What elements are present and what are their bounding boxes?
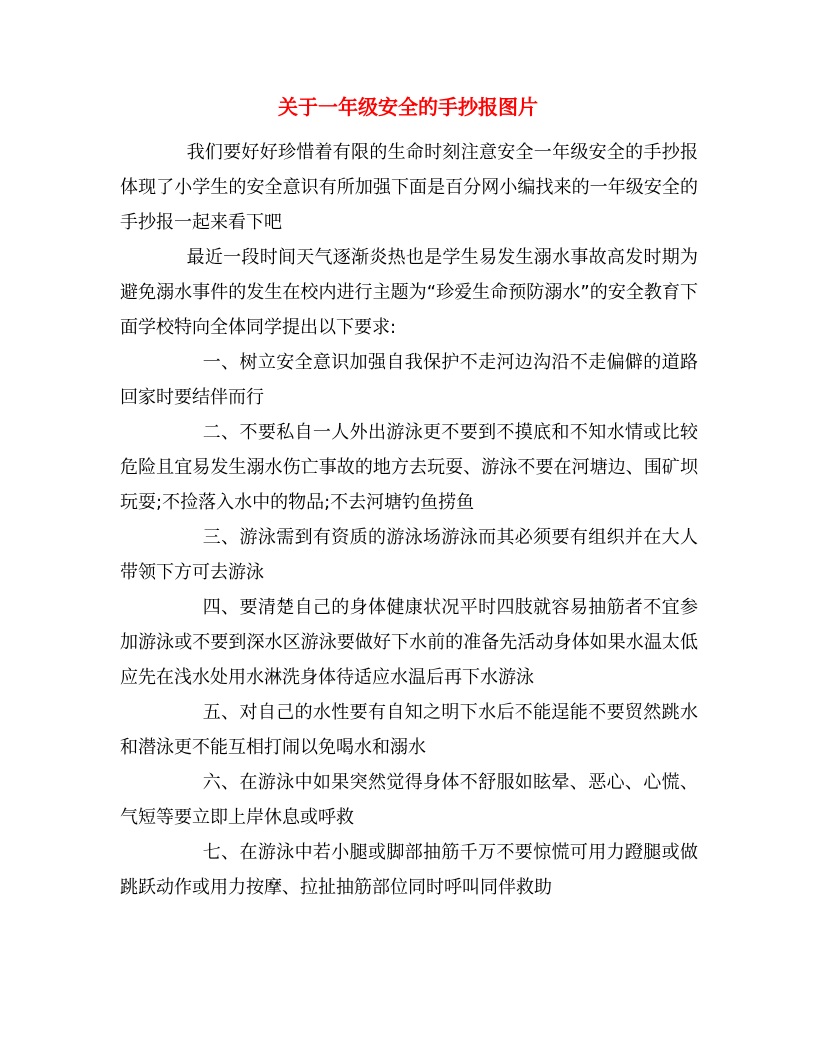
requirement-item-1: 一、树立安全意识加强自我保护不走河边沟沿不走偏僻的道路回家时要结伴而行 (120, 352, 698, 408)
document-body (120, 135, 698, 905)
document-title: 关于一年级安全的手抄报图片 (278, 95, 538, 119)
notice-paragraph: 最近一段时间天气逐渐炎热也是学生易发生溺水事故高发时期为避免溺水事件的发生在校内进行主题为“珍爱生命预防溺水”的安全教育下面学校特向全体同学提出以下要求: (120, 247, 698, 338)
requirement-item-7: 七、在游泳中若小腿或脚部抽筋千万不要惊慌可用力蹬腿或做跳跃动作或用力按摩、拉扯抽筋部位同时呼叫同伴救助 (120, 842, 698, 898)
requirement-item-4: 四、要清楚自己的身体健康状况平时四肢就容易抽筋者不宜参加游泳或不要到深水区游泳要做好下水前的准备先活动身体如果水温太低应先在浅水处用水淋洗身体待适应水温后再下水游泳 (120, 597, 698, 688)
requirement-item-6: 六、在游泳中如果突然觉得身体不舒服如眩晕、恶心、心慌、气短等要立即上岸休息或呼救 (120, 772, 698, 828)
requirement-item-2: 二、不要私自一人外出游泳更不要到不摸底和不知水情或比较危险且宜易发生溺水伤亡事故的地方去玩耍、游泳不要在河塘边、围矿坝玩耍;不捡落入水中的物品;不去河塘钓鱼捞鱼 (120, 422, 698, 513)
requirement-item-5: 五、对自己的水性要有自知之明下水后不能逞能不要贸然跳水和潜泳更不能互相打闹以免喝水和溺水 (120, 702, 698, 758)
requirement-item-3: 三、游泳需到有资质的游泳场游泳而其必须要有组织并在大人带领下方可去游泳 (120, 527, 698, 583)
intro-paragraph: 我们要好好珍惜着有限的生命时刻注意安全一年级安全的手抄报体现了小学生的安全意识有所加强下面是百分网小编找来的一年级安全的手抄报一起来看下吧 (120, 142, 698, 233)
